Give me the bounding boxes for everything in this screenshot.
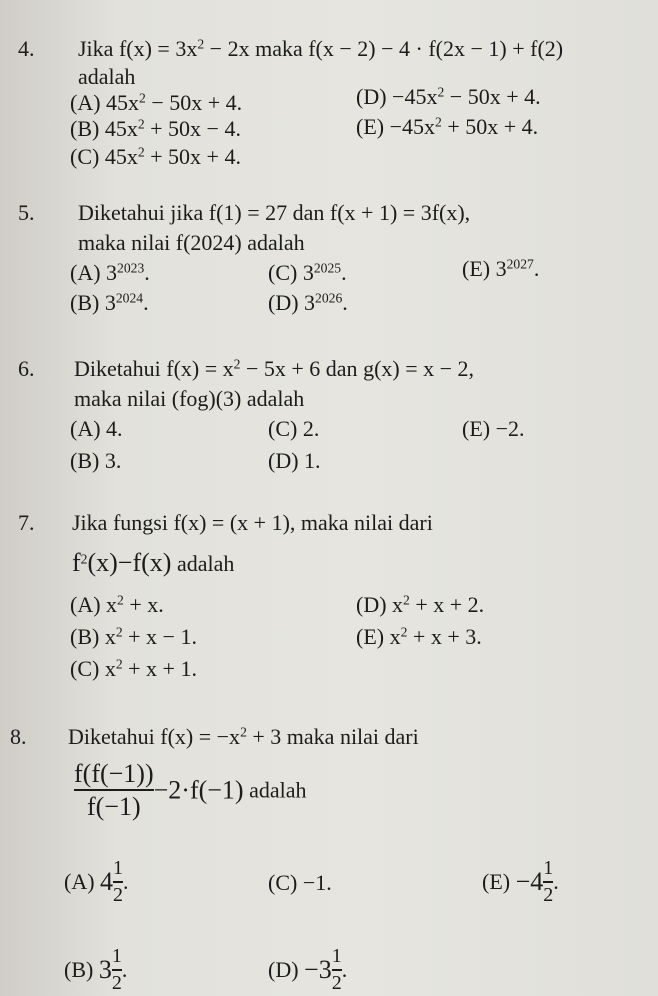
option-c[interactable]: (C) $x^2 + x + 1$. [70,656,197,681]
question-number: 8. [10,724,27,749]
option-a[interactable]: (A) $45x^2 - 50x + 4$. [70,90,243,115]
question-number: 5. [18,200,35,225]
question-stem: Jika $f(x) = 3x^2 - 2x$ maka f(x − 2) − 4 · f(2x − 1) + f(2) [78,36,564,61]
option-a[interactable]: (A) 4 $\frac{1}{2}$ . [64,857,129,906]
question-stem-cont: maka nilai f(2024) adalah [78,230,305,255]
question-stem: Jika fungsi f(x) = (x + 1), maka nilai dari [72,510,433,535]
question-stem: Diketahui $f(x) = -x^2 + 3$ maka nilai dari [68,724,419,749]
question-stem-cont: $f^2(x)-f(x)$ adalah [72,548,235,577]
question-number: 6. [18,356,35,381]
question-stem: Diketahui $f(x) = x^2 - 5x + 6$ dan g(x) = x − 2, [74,356,475,381]
option-b[interactable]: (B) 3. [70,448,122,473]
question-number: 7. [18,510,35,535]
fraction-expression: $\frac{f(f(-1))}{f(-1)}$ −2·f(−1) adalah [74,759,307,822]
fraction: $\frac{f(f(-1))}{f(-1)}$ [74,759,154,822]
question-stem: Diketahui jika f(1) = 27 dan f(x + 1) = 3f(x), [78,200,471,225]
option-a[interactable]: (A) $3^{2023}$. [70,260,150,285]
question-stem-cont: adalah [78,64,136,89]
option-c[interactable]: (C) 2. [268,416,320,441]
option-c[interactable]: (C) −1. [268,870,332,895]
option-c[interactable]: (C) $3^{2025}$. [268,260,347,285]
option-a[interactable]: (A) 4. [70,416,123,441]
option-d[interactable]: $(D) -45x^2 - 50x + 4$. [356,84,541,109]
option-e[interactable]: (E) $x^2 + x + 3$. [356,624,482,649]
option-d[interactable]: (D) 1. [268,448,321,473]
option-c[interactable]: (C) $45x^2 + 50x + 4$. [70,144,241,169]
option-d[interactable]: (D) $3^{2026}$. [268,290,348,315]
question-stem-cont: maka nilai (fog)(3) adalah [74,386,305,411]
option-a[interactable]: (A) $x^2 + x$. [70,592,164,617]
option-e[interactable]: (E) −4 $\frac{1}{2}$ . [482,857,559,906]
option-e[interactable]: (E) −2. [462,416,525,441]
option-b[interactable]: (B) $3^{2024}$. [70,290,149,315]
option-d[interactable]: (D) $x^2 + x + 2$. [356,592,485,617]
option-e[interactable]: (E) $3^{2027}$. [462,256,540,281]
question-number: 4. [18,36,35,61]
option-b[interactable]: (B) $45x^2 + 50x - 4$. [70,116,241,141]
option-b[interactable]: (B) 3 $\frac{1}{2}$ . [64,945,128,994]
option-d[interactable]: (D) −3 $\frac{1}{2}$ . [268,945,348,994]
option-b[interactable]: (B) $x^2 + x - 1$. [70,624,197,649]
option-e[interactable]: $(E) -45x^2 + 50x + 4$. [356,114,539,139]
